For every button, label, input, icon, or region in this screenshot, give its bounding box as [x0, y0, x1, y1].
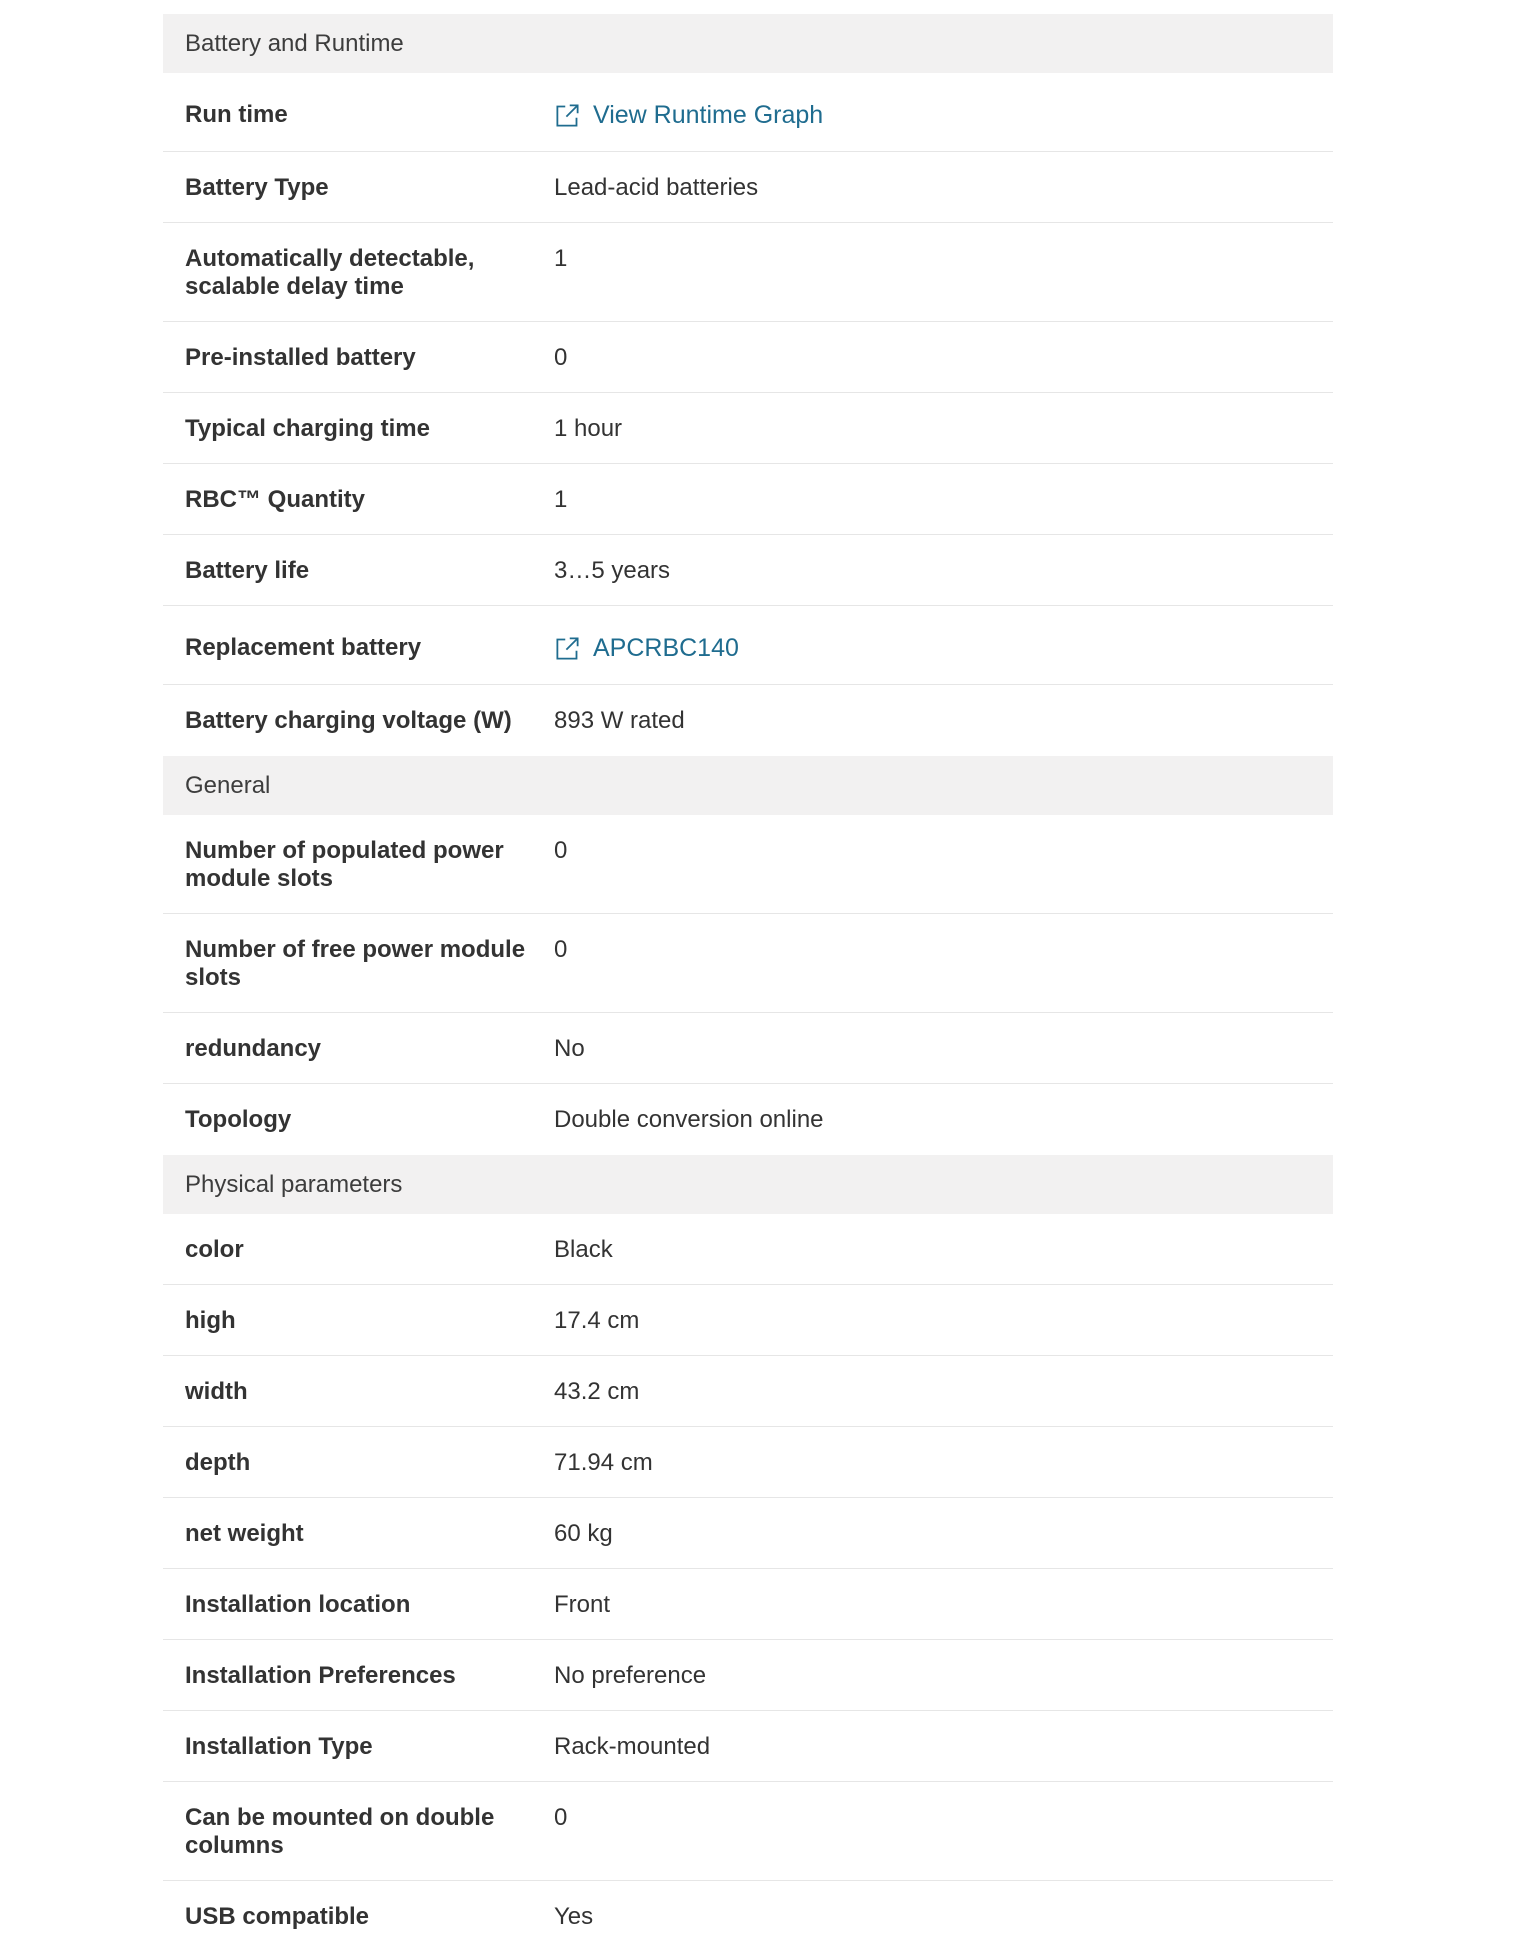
spec-row-color: [163, 1214, 1333, 1285]
spec-row-double-columns: [163, 1782, 1333, 1881]
spec-value: 17.4 cm: [554, 1307, 640, 1334]
spec-row-height: [163, 1285, 1333, 1356]
spec-value: Double conversion online: [554, 1106, 824, 1133]
spec-value: 43.2 cm: [554, 1378, 640, 1405]
spec-label: RBC™ Quantity: [185, 486, 365, 513]
section-header-battery-runtime: [163, 14, 1333, 73]
spec-label: Installation location: [185, 1591, 411, 1618]
spec-value: 0: [554, 837, 568, 864]
spec-label: Battery Type: [185, 174, 329, 201]
spec-value: Front: [554, 1591, 611, 1618]
spec-label: width: [185, 1378, 248, 1405]
spec-label: net weight: [185, 1520, 304, 1547]
spec-row-rbc-quantity: [163, 464, 1333, 535]
spec-label: Battery life: [185, 557, 310, 584]
spec-label: Number of free power module slots: [185, 936, 526, 991]
spec-label: Can be mounted on double columns: [185, 1804, 495, 1859]
replacement-battery-link[interactable]: [554, 634, 739, 662]
external-link-icon: [554, 102, 581, 129]
spec-row-net-weight: [163, 1498, 1333, 1569]
spec-value: 0: [554, 1804, 568, 1831]
spec-value: 893 W rated: [554, 707, 685, 734]
spec-value: 71.94 cm: [554, 1449, 653, 1476]
spec-value: Lead-acid batteries: [554, 174, 759, 201]
spec-row-topology: [163, 1084, 1333, 1155]
spec-value: Rack-mounted: [554, 1733, 711, 1760]
spec-label: Installation Type: [185, 1733, 373, 1760]
spec-row-replacement-battery: [163, 606, 1333, 685]
spec-value: No: [554, 1035, 585, 1062]
spec-value: No preference: [554, 1662, 707, 1689]
spec-row-charging-time: [163, 393, 1333, 464]
spec-value: Black: [554, 1236, 613, 1263]
spec-table: [163, 14, 1333, 1952]
external-link-icon: [554, 635, 581, 662]
spec-row-installation-location: [163, 1569, 1333, 1640]
spec-row-run-time: [163, 73, 1333, 152]
link-text: APCRBC140: [593, 634, 739, 662]
spec-value: [554, 73, 1333, 136]
spec-label: Installation Preferences: [185, 1662, 456, 1689]
spec-label: Topology: [185, 1106, 292, 1133]
spec-row-installation-type: [163, 1711, 1333, 1782]
spec-value: [554, 606, 1333, 669]
spec-row-installation-preferences: [163, 1640, 1333, 1711]
spec-value: 1: [554, 245, 568, 272]
spec-label: Pre-installed battery: [185, 344, 416, 371]
spec-label: color: [185, 1236, 244, 1263]
section-title: Battery and Runtime: [185, 29, 404, 57]
spec-label: redundancy: [185, 1035, 322, 1062]
spec-value: 1: [554, 486, 568, 513]
spec-row-charging-voltage: [163, 685, 1333, 756]
spec-value: 0: [554, 344, 568, 371]
spec-label: Battery charging voltage (W): [185, 707, 512, 734]
spec-row-free-slots: [163, 914, 1333, 1013]
spec-label: Typical charging time: [185, 415, 430, 442]
spec-label: Automatically detectable, scalable delay time: [185, 245, 475, 300]
spec-label: high: [185, 1307, 236, 1334]
spec-row-preinstalled-battery: [163, 322, 1333, 393]
spec-row-width: [163, 1356, 1333, 1427]
spec-label: USB compatible: [185, 1903, 370, 1930]
spec-label: Number of populated power module slots: [185, 837, 504, 892]
section-header-physical-parameters: [163, 1155, 1333, 1214]
spec-value: 3…5 years: [554, 557, 671, 584]
spec-row-depth: [163, 1427, 1333, 1498]
spec-value: 0: [554, 936, 568, 963]
spec-row-redundancy: [163, 1013, 1333, 1084]
section-title: General: [185, 771, 271, 799]
spec-label: depth: [185, 1449, 251, 1476]
spec-label: Replacement battery: [185, 634, 422, 661]
link-text: View Runtime Graph: [593, 101, 824, 129]
spec-value: 1 hour: [554, 415, 623, 442]
view-runtime-graph-link[interactable]: [554, 101, 823, 129]
spec-row-battery-type: [163, 152, 1333, 223]
spec-value: 60 kg: [554, 1520, 613, 1547]
section-header-general: [163, 756, 1333, 815]
section-title: Physical parameters: [185, 1170, 403, 1198]
spec-row-battery-life: [163, 535, 1333, 606]
spec-label: Run time: [185, 101, 288, 128]
spec-row-delay-time: [163, 223, 1333, 322]
spec-row-usb-compatible: [163, 1881, 1333, 1952]
spec-value: Yes: [554, 1903, 594, 1930]
spec-row-populated-slots: [163, 815, 1333, 914]
